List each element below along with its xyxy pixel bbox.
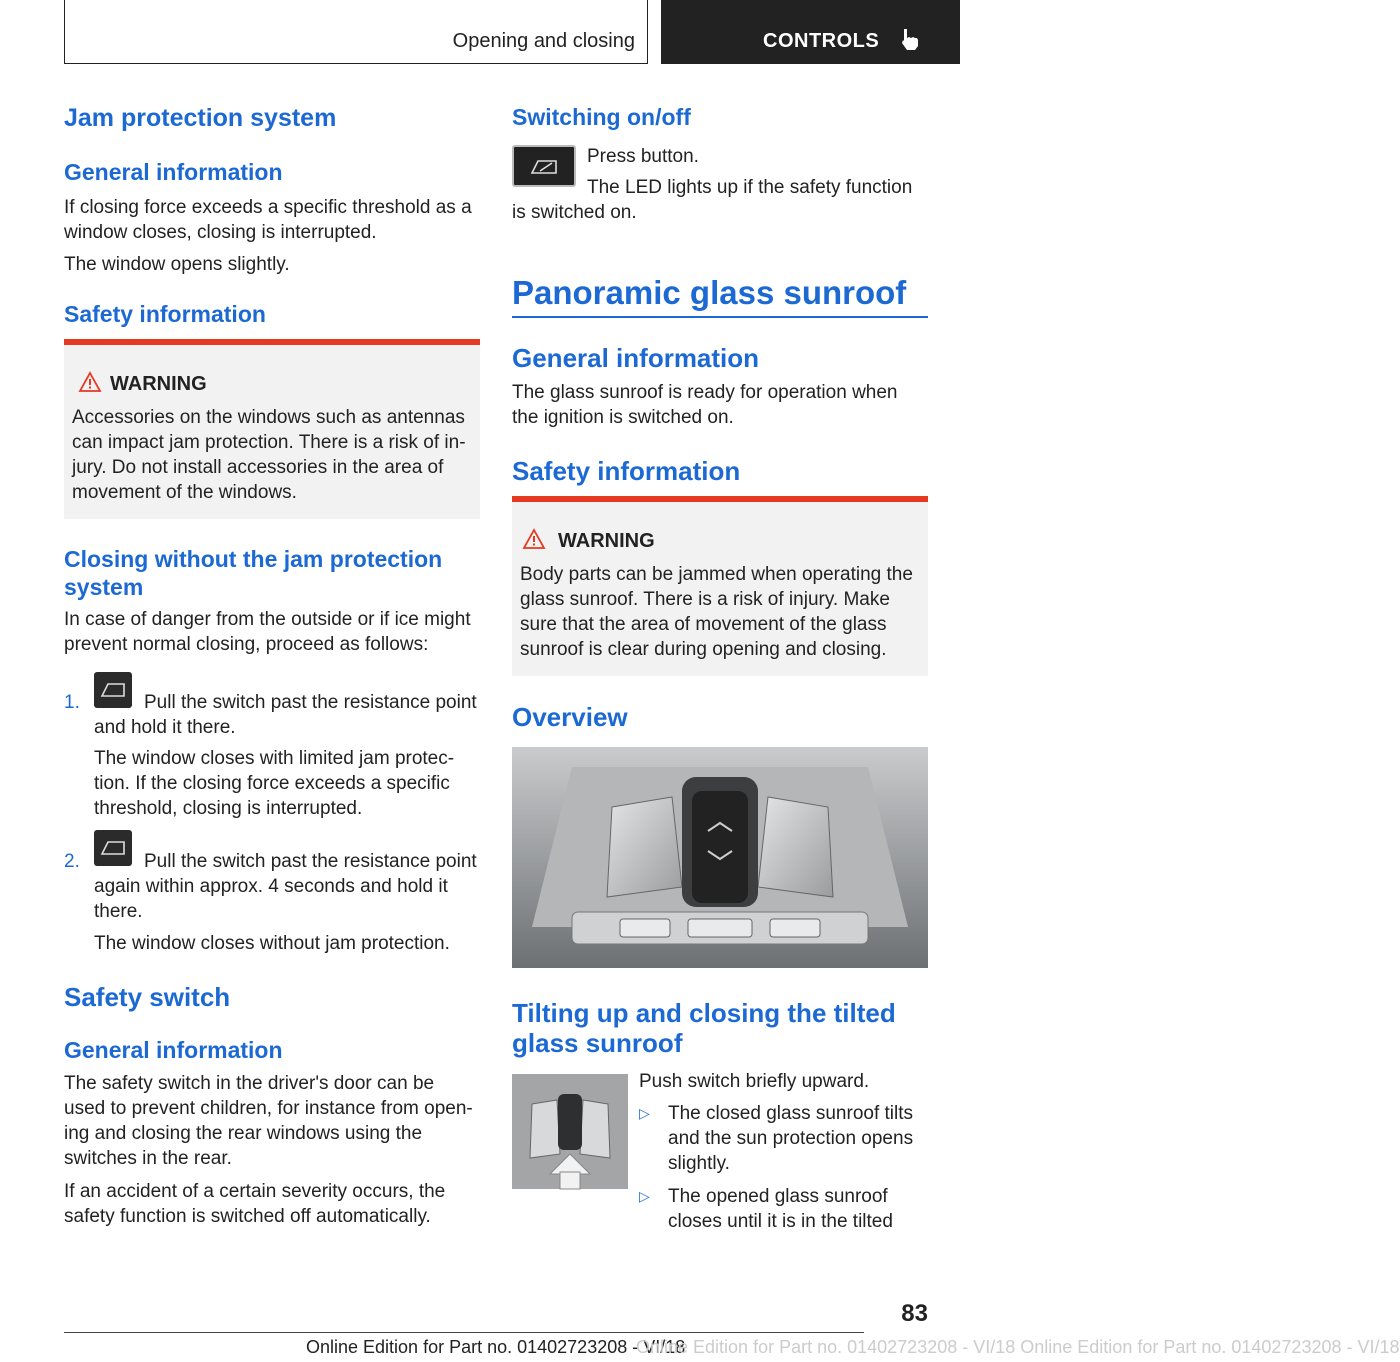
- general-paragraph-2: The window opens slightly.: [64, 254, 290, 275]
- text-line: Body parts can be jammed when operating the: [520, 564, 913, 585]
- safety-switch-paragraph-1: [64, 1071, 480, 1171]
- text-line: and the sun protection opens: [668, 1128, 914, 1149]
- led-text-line-2: is switched on.: [512, 202, 637, 223]
- header-section-box: [64, 0, 648, 64]
- text-line: Pull the switch past the resistance point: [144, 851, 477, 872]
- sunroof-general-paragraph: [512, 380, 928, 430]
- text-line: the ignition is switched on.: [512, 407, 734, 428]
- heading-general-information-2: General information: [64, 1037, 283, 1063]
- text-line: used to prevent children, for instance from open‐: [64, 1098, 473, 1119]
- step-2-text: [94, 849, 484, 924]
- text-line: Tilting up and closing the tilted: [512, 998, 896, 1028]
- footer-edition: Online Edition for Part no. 01402723208 - VI/18: [306, 1337, 686, 1357]
- section-divider: [512, 316, 928, 318]
- general-paragraph-1: [64, 195, 480, 245]
- warning-box: [64, 339, 480, 519]
- heading-tilting-up-and-closing: [512, 998, 928, 1058]
- text-line: closes until it is in the tilted: [668, 1211, 893, 1232]
- bullet-1-text: [668, 1101, 928, 1176]
- overhead-console-photo: [512, 747, 928, 968]
- header-chapter-title: CONTROLS: [763, 30, 880, 52]
- text-line: If closing force exceeds a specific threshold as a: [64, 197, 472, 218]
- text-line: can impact jam protection. There is a risk of in‐: [72, 432, 466, 453]
- page-number: 83: [901, 1300, 928, 1327]
- heading-switching-on-off: Switching on/off: [512, 104, 691, 130]
- text-line: If an accident of a certain severity occurs, the: [64, 1181, 446, 1202]
- bullet-marker: ▷: [639, 1188, 650, 1204]
- text-line: there.: [94, 901, 143, 922]
- press-button-text: Press button.: [587, 146, 699, 167]
- header-chapter-box: [661, 0, 960, 64]
- text-line: glass sunroof: [512, 1028, 683, 1058]
- header-section-title: Opening and closing: [452, 30, 635, 52]
- step-2-subtext: The window closes without jam protection.: [94, 933, 450, 954]
- heading-jam-protection: Jam protection system: [64, 104, 337, 132]
- footer-divider: [64, 1332, 864, 1333]
- text-line: sure that the area of movement of the glass: [520, 614, 887, 635]
- text-line: Closing without the jam protection: [64, 546, 443, 572]
- text-line: movement of the windows.: [72, 482, 297, 503]
- text-line: jury. Do not install accessories in the area of: [72, 457, 444, 478]
- text-line: sunroof is clear during opening and closing.: [520, 639, 887, 660]
- text-line: glass sunroof. There is a risk of injury. Make: [520, 589, 890, 610]
- heading-general-information-3: General information: [512, 343, 760, 373]
- text-line: switches in the rear.: [64, 1148, 232, 1169]
- warning-text: [72, 405, 466, 505]
- led-text-line-1: The LED lights up if the safety function: [587, 177, 913, 198]
- warning-text: [520, 562, 913, 662]
- text-line: system: [64, 574, 144, 600]
- pointing-hand-icon: [897, 26, 923, 52]
- step-1-number: 1.: [64, 692, 80, 713]
- text-line: prevent normal closing, proceed as follows:: [64, 634, 429, 655]
- warning-label: WARNING: [110, 373, 207, 395]
- text-line: Accessories on the windows such as antennas: [72, 407, 465, 428]
- text-line: window closes, closing is interrupted.: [64, 222, 377, 243]
- heading-panoramic-glass-sunroof: Panoramic glass sunroof: [512, 274, 907, 311]
- warning-triangle-icon: [78, 371, 102, 393]
- text-line: The closed glass sunroof tilts: [668, 1103, 914, 1124]
- text-line: The safety switch in the driver's door can be: [64, 1073, 435, 1094]
- heading-safety-information: Safety information: [64, 301, 266, 327]
- heading-closing-without-jam-protection: [64, 545, 480, 601]
- text-line: safety function is switched off automatically.: [64, 1206, 431, 1227]
- step-2-number: 2.: [64, 851, 80, 872]
- text-line: slightly.: [668, 1153, 730, 1174]
- heading-safety-information-2: Safety information: [512, 456, 741, 486]
- text-line: Pull the switch past the resistance point: [144, 692, 477, 713]
- heading-overview: Overview: [512, 702, 628, 732]
- warning-box-2: [512, 496, 928, 676]
- text-line: In case of danger from the outside or if ice might: [64, 609, 471, 630]
- text-line: The opened glass sunroof: [668, 1186, 888, 1207]
- safety-switch-paragraph-2: [64, 1179, 480, 1229]
- push-switch-text: Push switch briefly upward.: [639, 1071, 870, 1092]
- warning-triangle-icon: [522, 528, 546, 550]
- warning-label: WARNING: [558, 530, 655, 552]
- safety-switch-button-icon: [512, 145, 576, 187]
- text-line: ing and closing the rear windows using the: [64, 1123, 423, 1144]
- footer-watermark: Online Edition for Part no. 01402723208 - VI/18 Online Edition for Part no. 01402723208 - VI/18: [636, 1337, 1400, 1357]
- step-1-text: [94, 690, 484, 740]
- heading-general-information: General information: [64, 159, 283, 185]
- text-line: The window closes with limited jam protec‐: [94, 748, 455, 769]
- text-line: again within approx. 4 seconds and hold it: [94, 876, 448, 897]
- sunroof-switch-photo: [512, 1074, 628, 1189]
- bullet-2-text: [668, 1184, 928, 1234]
- text-line: The glass sunroof is ready for operation when: [512, 382, 898, 403]
- text-line: and hold it there.: [94, 717, 236, 738]
- bullet-marker: ▷: [639, 1105, 650, 1121]
- text-line: tion. If the closing force exceeds a specific: [94, 773, 450, 794]
- text-line: threshold, closing is interrupted.: [94, 798, 363, 819]
- closing-paragraph: [64, 607, 480, 657]
- step-1-subtext: [94, 746, 484, 821]
- heading-safety-switch: Safety switch: [64, 982, 231, 1012]
